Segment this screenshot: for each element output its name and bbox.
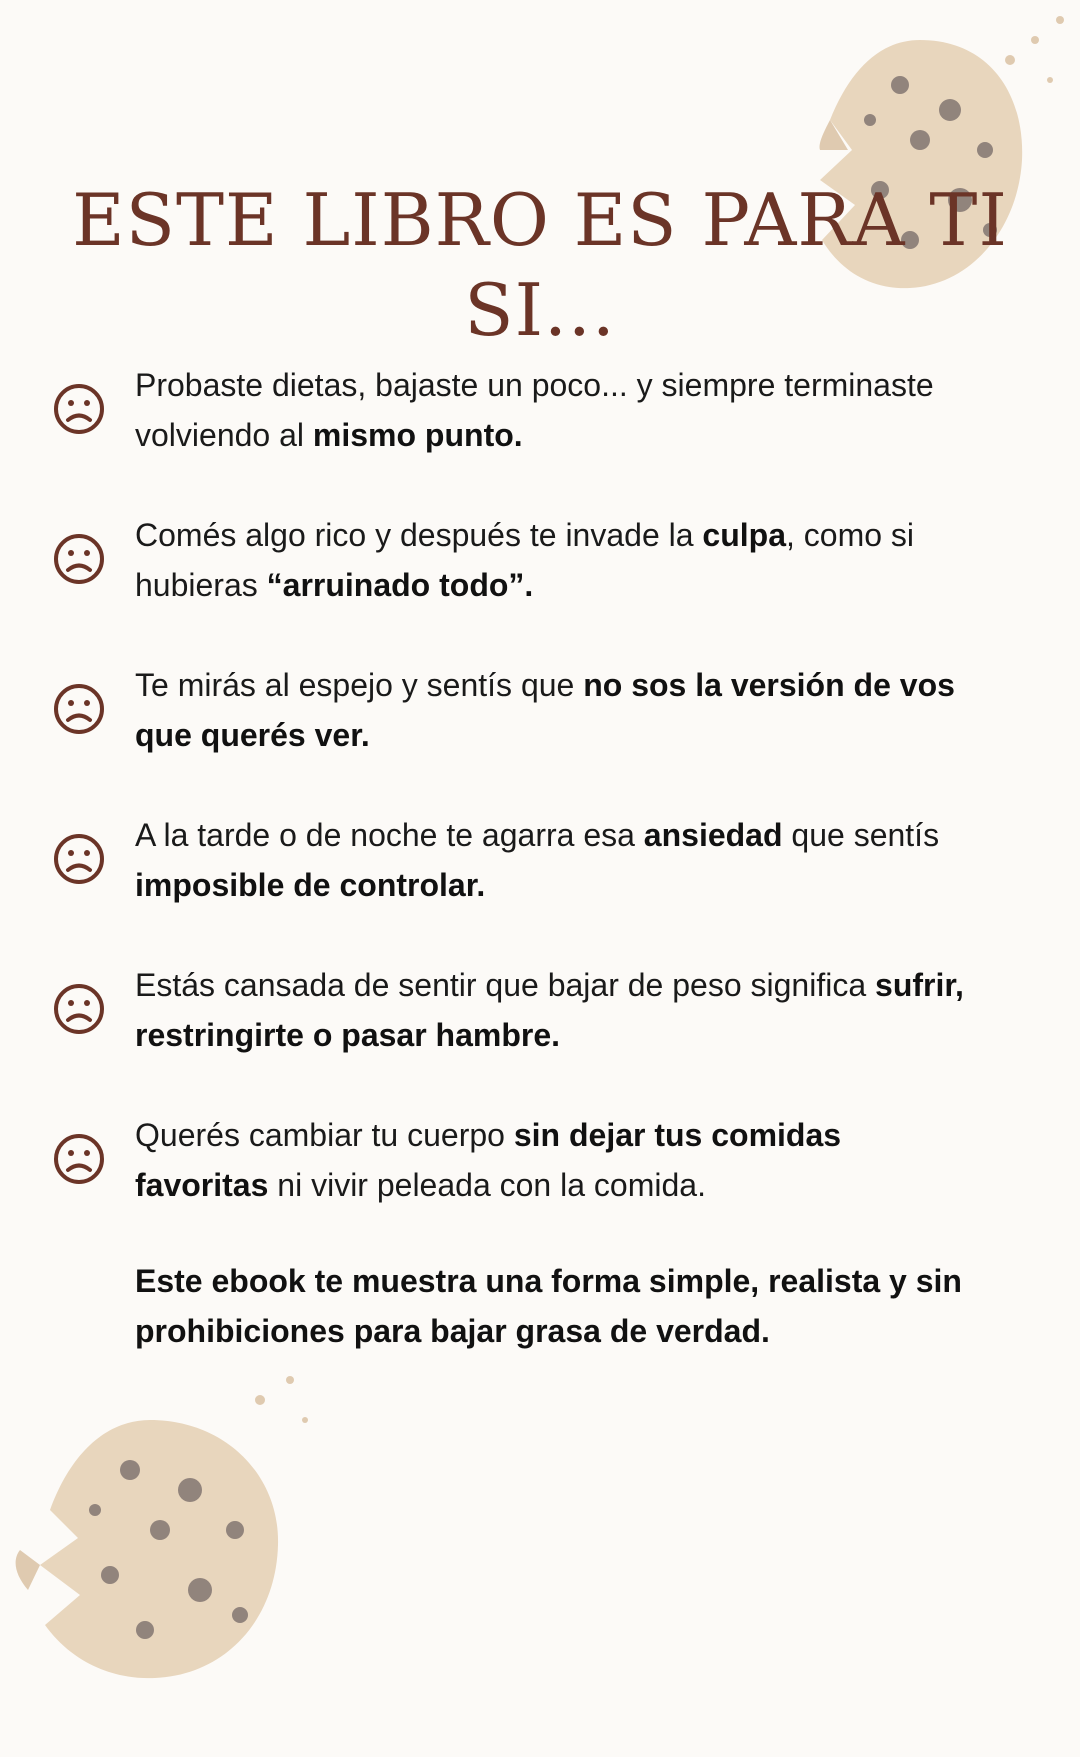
body-text: ni vivir peleada con la comida. <box>268 1167 706 1203</box>
page-title: ESTE LIBRO ES PARA TI SI... <box>72 178 1008 352</box>
body-text: A la tarde o de noche te agarra esa <box>135 817 644 853</box>
emphasis-text: “arruinado todo”. <box>266 567 534 603</box>
list-item-text <box>135 1110 965 1210</box>
list-item <box>0 360 1080 470</box>
list-item <box>0 810 1080 920</box>
sad-face-icon <box>52 1132 106 1186</box>
cookie-image-bottom <box>0 1360 340 1757</box>
list-item-text <box>135 660 965 760</box>
emphasis-text: sin dejar tus comidas favoritas <box>135 1117 842 1203</box>
emphasis-text: ansiedad <box>643 817 783 853</box>
list-item-text <box>135 360 965 460</box>
body-text: Estás cansada de sentir que bajar de peso significa <box>135 967 876 1003</box>
body-text: , como si hubieras <box>135 517 915 603</box>
emphasis-text: culpa <box>702 517 786 553</box>
sad-face-icon <box>52 832 106 886</box>
list-item <box>0 1110 1080 1220</box>
list-item <box>0 960 1080 1070</box>
list-item-text <box>135 960 965 1060</box>
body-text: Querés cambiar tu cuerpo <box>135 1117 514 1153</box>
emphasis-text: mismo punto. <box>312 417 523 453</box>
closing-statement: Este ebook te muestra una forma simple, realista y sin prohibiciones para bajar grasa de verdad. <box>135 1263 962 1349</box>
sad-face-icon <box>52 982 106 1036</box>
list-item-text <box>135 510 965 610</box>
sad-face-icon <box>52 532 106 586</box>
list-item <box>0 660 1080 770</box>
body-text: Te mirás al espejo y sentís que <box>135 667 584 703</box>
list-item <box>0 510 1080 620</box>
list-item-text <box>135 810 965 910</box>
body-text: Probaste dietas, bajaste un poco... y siempre terminaste volviendo al <box>135 367 934 453</box>
body-text: Comés algo rico y después te invade la <box>135 517 703 553</box>
body-text: que sentís <box>782 817 940 853</box>
emphasis-text: no sos la versión de vos que querés ver. <box>135 667 955 753</box>
sad-face-icon <box>52 382 106 436</box>
emphasis-text: sufrir, restringirte o pasar hambre. <box>135 967 964 1053</box>
sad-face-icon <box>52 682 106 736</box>
emphasis-text: imposible de controlar. <box>135 867 486 903</box>
